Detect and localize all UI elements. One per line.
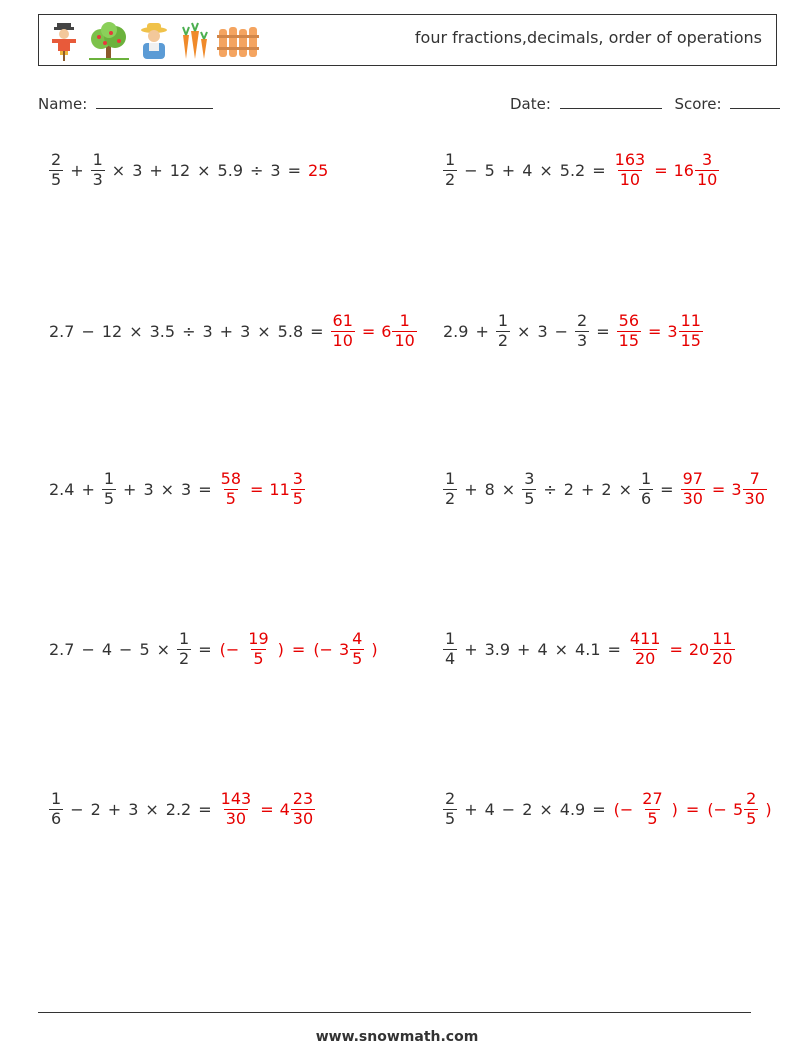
fraction-numerator: 2 bbox=[51, 150, 62, 170]
fraction-denominator: 30 bbox=[682, 488, 703, 508]
number: 8 bbox=[484, 479, 495, 499]
carrots-icon bbox=[177, 21, 211, 61]
operator: (− bbox=[613, 799, 634, 819]
problem-answer bbox=[216, 790, 319, 828]
score-label: Score: bbox=[674, 95, 722, 113]
problem-answer bbox=[216, 630, 382, 668]
problem-answer bbox=[216, 470, 308, 508]
operator: = bbox=[592, 160, 606, 180]
fraction-numerator: 7 bbox=[749, 469, 760, 489]
number: 4 bbox=[484, 799, 495, 819]
number: 2.7 bbox=[49, 639, 75, 659]
fraction-numerator: 1 bbox=[640, 469, 652, 489]
mixed-number bbox=[731, 790, 761, 828]
fraction-numerator: 1 bbox=[51, 789, 62, 809]
operator: × bbox=[156, 639, 171, 659]
operator: × bbox=[145, 799, 159, 819]
fraction-denominator: 5 bbox=[647, 808, 658, 828]
problem-expression bbox=[46, 151, 305, 189]
operator: ) bbox=[765, 799, 772, 819]
mixed-whole: 4 bbox=[279, 799, 290, 819]
number: 5.2 bbox=[559, 160, 586, 180]
operator: + bbox=[464, 639, 478, 659]
mixed-number bbox=[672, 151, 723, 189]
number: 25 bbox=[308, 160, 329, 180]
fraction-numerator: 1 bbox=[445, 150, 456, 170]
fraction-numerator: 58 bbox=[220, 469, 241, 489]
mixed-number bbox=[379, 312, 420, 350]
operator: = bbox=[287, 160, 301, 180]
footer-divider bbox=[38, 1012, 751, 1013]
number: 3 bbox=[270, 160, 281, 180]
fraction-denominator: 5 bbox=[524, 488, 535, 508]
operator: = bbox=[669, 639, 683, 659]
fraction bbox=[613, 151, 648, 189]
fraction-denominator: 3 bbox=[577, 330, 588, 350]
fraction bbox=[49, 790, 63, 828]
apple-tree-icon bbox=[87, 21, 131, 61]
fraction-denominator: 6 bbox=[640, 488, 652, 508]
operator: × bbox=[539, 799, 553, 819]
problem-expression bbox=[440, 151, 610, 189]
fraction-numerator: 1 bbox=[445, 469, 456, 489]
fraction-denominator: 5 bbox=[746, 808, 757, 828]
mixed-whole: 11 bbox=[269, 479, 290, 499]
operator: + bbox=[501, 160, 516, 180]
number: 2.4 bbox=[49, 479, 75, 499]
number: 3 bbox=[132, 160, 143, 180]
problem-expression bbox=[46, 630, 216, 668]
operator: (− bbox=[313, 639, 333, 659]
mixed-number bbox=[665, 312, 706, 350]
fence-icon bbox=[217, 21, 259, 61]
operator: × bbox=[517, 321, 531, 341]
fraction-denominator: 5 bbox=[352, 648, 363, 668]
number: 4 bbox=[537, 639, 548, 659]
fraction bbox=[522, 470, 536, 508]
scarecrow-icon bbox=[47, 21, 81, 61]
operator: ) bbox=[671, 799, 678, 819]
operator: × bbox=[197, 160, 211, 180]
fraction-denominator: 5 bbox=[445, 808, 456, 828]
problem-answer bbox=[328, 312, 420, 350]
problem-answer bbox=[625, 630, 738, 668]
fraction-numerator: 97 bbox=[682, 469, 703, 489]
problem-expression bbox=[440, 630, 625, 668]
problem-expression bbox=[46, 790, 216, 828]
fraction bbox=[679, 312, 703, 350]
fraction-numerator: 61 bbox=[332, 311, 353, 331]
operator: + bbox=[70, 160, 84, 180]
number: 4 bbox=[101, 639, 113, 659]
problem-expression bbox=[440, 470, 678, 508]
operator: = bbox=[198, 799, 212, 819]
operator: = bbox=[198, 479, 212, 499]
mixed-number bbox=[278, 790, 319, 828]
fraction-denominator: 4 bbox=[445, 648, 456, 668]
problem-answer bbox=[610, 790, 776, 828]
problem-answer bbox=[305, 161, 331, 180]
fraction-denominator: 3 bbox=[92, 169, 103, 189]
problem-9 bbox=[46, 779, 318, 839]
fraction-numerator: 2 bbox=[746, 789, 757, 809]
name-field bbox=[38, 94, 213, 113]
problem-expression bbox=[440, 790, 610, 828]
mixed-whole: 6 bbox=[381, 321, 392, 341]
fraction-denominator: 2 bbox=[179, 648, 190, 668]
mixed-number bbox=[687, 630, 738, 668]
problem-2 bbox=[440, 140, 722, 200]
fraction bbox=[49, 151, 63, 189]
fraction-denominator: 10 bbox=[696, 169, 718, 189]
fraction-denominator: 15 bbox=[680, 330, 701, 350]
fraction bbox=[628, 630, 663, 668]
problem-expression bbox=[46, 470, 216, 508]
fraction-numerator: 163 bbox=[614, 150, 646, 170]
fraction bbox=[744, 790, 758, 828]
fraction-numerator: 1 bbox=[103, 469, 115, 489]
operator: − bbox=[119, 639, 133, 659]
operator: ) bbox=[277, 639, 284, 659]
fraction-numerator: 1 bbox=[179, 629, 190, 649]
operator: + bbox=[464, 799, 478, 819]
fraction-numerator: 27 bbox=[642, 789, 663, 809]
fraction bbox=[177, 630, 191, 668]
operator: = bbox=[250, 479, 264, 499]
mixed-whole: 3 bbox=[667, 321, 678, 341]
number: 3 bbox=[143, 479, 154, 499]
fraction-numerator: 1 bbox=[92, 150, 103, 170]
mixed-whole: 20 bbox=[688, 639, 710, 659]
fraction-numerator: 3 bbox=[524, 469, 535, 489]
number: 3.5 bbox=[149, 321, 176, 341]
number: 3 bbox=[128, 799, 139, 819]
operator: × bbox=[501, 479, 516, 499]
operator: + bbox=[219, 321, 234, 341]
operator: = bbox=[660, 479, 674, 499]
fraction-numerator: 2 bbox=[577, 311, 588, 331]
operator: = bbox=[685, 799, 700, 819]
number: 2 bbox=[522, 799, 533, 819]
operator: ÷ bbox=[182, 321, 196, 341]
operator: + bbox=[517, 639, 531, 659]
problem-answer bbox=[614, 312, 706, 350]
number: 4.9 bbox=[559, 799, 586, 819]
fraction bbox=[443, 151, 457, 189]
fraction bbox=[291, 470, 305, 508]
fraction-numerator: 11 bbox=[712, 629, 733, 649]
operator: × bbox=[554, 639, 569, 659]
number: 2 bbox=[90, 799, 101, 819]
date-blank[interactable] bbox=[560, 94, 662, 109]
operator: = bbox=[198, 639, 212, 659]
problem-3 bbox=[46, 301, 420, 361]
number: 3 bbox=[537, 321, 548, 341]
mixed-number bbox=[729, 470, 770, 508]
operator: ) bbox=[371, 639, 378, 659]
footer-url: www.snowmath.com bbox=[315, 1029, 479, 1045]
fraction-numerator: 2 bbox=[445, 789, 456, 809]
problem-10 bbox=[440, 779, 776, 839]
fraction-numerator: 1 bbox=[399, 311, 410, 331]
fraction-numerator: 19 bbox=[248, 629, 269, 649]
number: 5.8 bbox=[277, 321, 304, 341]
fraction bbox=[496, 312, 510, 350]
operator: = bbox=[361, 321, 376, 341]
fraction-numerator: 143 bbox=[220, 789, 252, 809]
header-icons bbox=[47, 21, 259, 61]
fraction bbox=[617, 312, 641, 350]
fraction-denominator: 30 bbox=[744, 488, 765, 508]
number: 3 bbox=[181, 479, 192, 499]
fraction-denominator: 5 bbox=[253, 648, 264, 668]
worksheet-title: four fractions,decimals, order of operations bbox=[414, 28, 762, 47]
problem-8 bbox=[440, 619, 738, 679]
problem-6 bbox=[440, 459, 770, 519]
number: 3 bbox=[202, 321, 213, 341]
number: 2 bbox=[601, 479, 612, 499]
operator: × bbox=[618, 479, 632, 499]
fraction bbox=[91, 151, 105, 189]
number: 2.2 bbox=[165, 799, 192, 819]
operator: (− bbox=[219, 639, 240, 659]
number: 4.1 bbox=[575, 639, 601, 659]
operator: ÷ bbox=[543, 479, 557, 499]
problem-5 bbox=[46, 459, 308, 519]
mixed-number bbox=[337, 630, 367, 668]
farmer-icon bbox=[137, 21, 171, 61]
fraction-denominator: 2 bbox=[445, 169, 456, 189]
operator: + bbox=[464, 479, 478, 499]
fraction-denominator: 2 bbox=[445, 488, 456, 508]
fraction bbox=[681, 470, 705, 508]
operator: + bbox=[475, 321, 489, 341]
fraction-numerator: 411 bbox=[629, 629, 661, 649]
fraction-numerator: 56 bbox=[618, 311, 639, 331]
operator: = bbox=[711, 479, 726, 499]
fraction bbox=[291, 790, 315, 828]
fraction-denominator: 5 bbox=[51, 169, 62, 189]
fraction-denominator: 5 bbox=[103, 488, 115, 508]
name-label: Name: bbox=[38, 95, 88, 113]
fraction-denominator: 10 bbox=[394, 330, 415, 350]
fraction-denominator: 20 bbox=[635, 648, 656, 668]
fraction-denominator: 30 bbox=[225, 808, 247, 828]
fraction bbox=[219, 790, 254, 828]
fraction bbox=[392, 312, 416, 350]
operator: − bbox=[70, 799, 84, 819]
header-box bbox=[38, 14, 777, 66]
number: 5 bbox=[484, 160, 495, 180]
fraction-denominator: 15 bbox=[618, 330, 639, 350]
fraction bbox=[575, 312, 589, 350]
operator: × bbox=[257, 321, 271, 341]
fraction-denominator: 2 bbox=[497, 330, 509, 350]
fraction-numerator: 1 bbox=[445, 629, 456, 649]
problem-expression bbox=[440, 312, 614, 350]
fraction bbox=[710, 630, 734, 668]
fraction-denominator: 30 bbox=[292, 808, 314, 828]
number: 4 bbox=[522, 160, 533, 180]
operator: ÷ bbox=[250, 160, 264, 180]
fraction-numerator: 23 bbox=[292, 789, 314, 809]
fraction bbox=[639, 470, 653, 508]
fraction-numerator: 1 bbox=[497, 311, 509, 331]
operator: + bbox=[107, 799, 122, 819]
operator: = bbox=[260, 799, 274, 819]
fraction bbox=[443, 470, 457, 508]
fraction bbox=[443, 630, 457, 668]
number: 2.9 bbox=[443, 321, 469, 341]
fraction-denominator: 6 bbox=[51, 808, 62, 828]
operator: = bbox=[654, 160, 668, 180]
operator: − bbox=[81, 321, 95, 341]
fraction bbox=[743, 470, 767, 508]
fraction-numerator: 3 bbox=[292, 469, 303, 489]
operator: + bbox=[81, 479, 95, 499]
operator: = bbox=[596, 321, 610, 341]
problem-answer bbox=[678, 470, 770, 508]
fraction bbox=[695, 151, 719, 189]
number: 2.7 bbox=[49, 321, 75, 341]
mixed-whole: 3 bbox=[731, 479, 742, 499]
operator: + bbox=[580, 479, 595, 499]
operator: = bbox=[607, 639, 621, 659]
fraction bbox=[246, 630, 270, 668]
fraction-numerator: 11 bbox=[680, 311, 701, 331]
fraction-denominator: 20 bbox=[712, 648, 733, 668]
operator: − bbox=[554, 321, 569, 341]
number: 5.9 bbox=[217, 160, 243, 180]
number: 2 bbox=[563, 479, 574, 499]
problem-7 bbox=[46, 619, 382, 679]
number: 12 bbox=[169, 160, 191, 180]
operator: − bbox=[81, 639, 95, 659]
problem-4 bbox=[440, 301, 706, 361]
number: 3 bbox=[240, 321, 251, 341]
fraction bbox=[102, 470, 116, 508]
date-label: Date: bbox=[510, 95, 551, 113]
operator: × bbox=[111, 160, 126, 180]
problem-expression bbox=[46, 322, 328, 341]
name-blank[interactable] bbox=[96, 94, 213, 109]
score-blank[interactable] bbox=[730, 94, 780, 109]
date-score-field bbox=[510, 94, 780, 113]
mixed-whole: 3 bbox=[338, 639, 350, 659]
fraction-denominator: 5 bbox=[225, 488, 236, 508]
operator: × bbox=[539, 160, 553, 180]
fraction-denominator: 10 bbox=[332, 330, 353, 350]
mixed-number bbox=[267, 470, 308, 508]
fraction-denominator: 5 bbox=[292, 488, 303, 508]
operator: = bbox=[310, 321, 324, 341]
fraction-numerator: 3 bbox=[702, 150, 713, 170]
fraction bbox=[331, 312, 355, 350]
operator: + bbox=[149, 160, 163, 180]
number: 3.9 bbox=[484, 639, 511, 659]
number: 5 bbox=[139, 639, 150, 659]
operator: = bbox=[592, 799, 606, 819]
operator: + bbox=[123, 479, 137, 499]
mixed-whole: 16 bbox=[673, 160, 694, 180]
operator: = bbox=[291, 639, 306, 659]
problem-1 bbox=[46, 140, 331, 200]
fraction bbox=[219, 470, 243, 508]
fraction-denominator: 10 bbox=[619, 169, 641, 189]
operator: − bbox=[501, 799, 516, 819]
mixed-whole: 5 bbox=[732, 799, 744, 819]
number: 12 bbox=[101, 321, 123, 341]
fraction-numerator: 4 bbox=[352, 629, 363, 649]
operator: × bbox=[129, 321, 143, 341]
fraction bbox=[640, 790, 664, 828]
fraction bbox=[350, 630, 364, 668]
problem-answer bbox=[610, 151, 723, 189]
operator: = bbox=[648, 321, 662, 341]
fraction bbox=[443, 790, 457, 828]
operator: (− bbox=[707, 799, 727, 819]
operator: − bbox=[464, 160, 478, 180]
operator: × bbox=[160, 479, 175, 499]
